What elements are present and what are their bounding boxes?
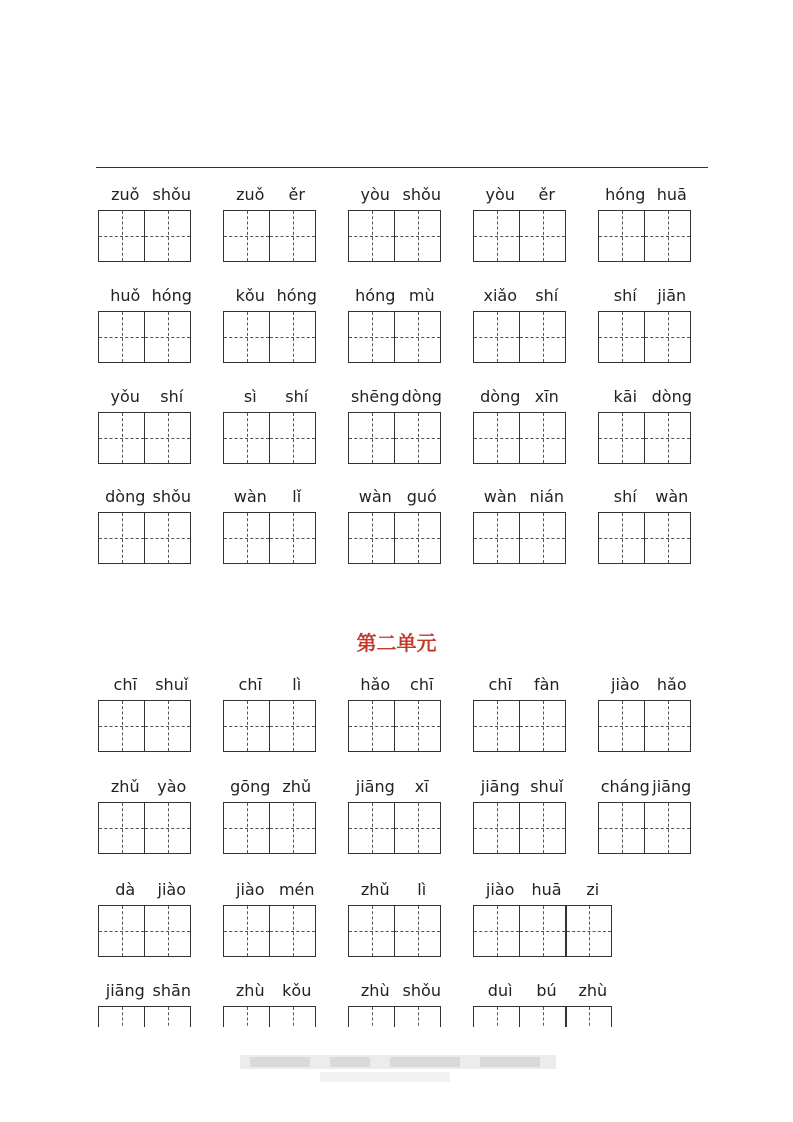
tianzige-cell[interactable] bbox=[269, 802, 316, 854]
writing-grid bbox=[473, 412, 566, 464]
tianzige-cell[interactable] bbox=[644, 311, 691, 363]
unit-title: 第二单元 bbox=[356, 631, 437, 655]
pinyin-syllable: jiāng bbox=[105, 981, 145, 1000]
writing-grid bbox=[98, 412, 191, 464]
pinyin-syllable: wàn bbox=[483, 487, 517, 506]
writing-grid bbox=[598, 210, 691, 262]
writing-grid bbox=[98, 905, 191, 957]
tianzige-cell[interactable] bbox=[223, 700, 270, 752]
pinyin-syllable: shǒu bbox=[152, 487, 191, 506]
pinyin-line bbox=[348, 487, 441, 509]
writing-grid bbox=[348, 210, 441, 262]
tianzige-cell[interactable] bbox=[394, 412, 441, 464]
pinyin-line bbox=[348, 880, 441, 902]
tianzige-cell[interactable] bbox=[144, 311, 191, 363]
pinyin-syllable: xī bbox=[414, 777, 429, 796]
pinyin-line bbox=[473, 981, 612, 1003]
tianzige-cell[interactable] bbox=[473, 1006, 520, 1027]
writing-grid bbox=[598, 700, 691, 752]
tianzige-cell[interactable] bbox=[473, 311, 520, 363]
pinyin-syllable: jiāng bbox=[480, 777, 520, 796]
pinyin-line bbox=[98, 675, 191, 697]
pinyin-syllable: wàn bbox=[233, 487, 267, 506]
pinyin-syllable: zhù bbox=[360, 981, 390, 1000]
tianzige-cell[interactable] bbox=[519, 311, 566, 363]
pinyin-syllable: huā bbox=[656, 185, 687, 204]
pinyin-line bbox=[598, 487, 691, 509]
writing-grid bbox=[98, 1006, 191, 1027]
pinyin-line bbox=[598, 286, 691, 308]
tianzige-cell[interactable] bbox=[394, 512, 441, 564]
pinyin-syllable: shí bbox=[160, 387, 184, 406]
tianzige-cell[interactable] bbox=[269, 1006, 316, 1027]
writing-grid bbox=[223, 700, 316, 752]
tianzige-cell[interactable] bbox=[223, 210, 270, 262]
tianzige-cell[interactable] bbox=[644, 412, 691, 464]
pinyin-syllable: shí bbox=[613, 487, 637, 506]
writing-grid bbox=[473, 311, 566, 363]
tianzige-cell[interactable] bbox=[598, 210, 645, 262]
tianzige-cell[interactable] bbox=[473, 700, 520, 752]
pinyin-line bbox=[223, 387, 316, 409]
pinyin-line bbox=[348, 286, 441, 308]
pinyin-syllable: zuǒ bbox=[111, 185, 140, 204]
tianzige-cell[interactable] bbox=[473, 412, 520, 464]
pinyin-syllable: yòu bbox=[485, 185, 515, 204]
pinyin-syllable: guó bbox=[406, 487, 437, 506]
pinyin-syllable: jiào bbox=[236, 880, 265, 899]
pinyin-syllable: mù bbox=[408, 286, 435, 305]
writing-grid bbox=[98, 700, 191, 752]
pinyin-syllable: wàn bbox=[358, 487, 392, 506]
tianzige-cell[interactable] bbox=[269, 210, 316, 262]
tianzige-cell[interactable] bbox=[598, 512, 645, 564]
pinyin-syllable: chī bbox=[410, 675, 434, 694]
writing-grid bbox=[223, 311, 316, 363]
pinyin-syllable: shuǐ bbox=[530, 777, 564, 796]
pinyin-syllable: fàn bbox=[533, 675, 560, 694]
tianzige-cell[interactable] bbox=[269, 311, 316, 363]
pinyin-syllable: shí bbox=[613, 286, 637, 305]
pinyin-syllable: sì bbox=[243, 387, 257, 406]
pinyin-syllable: dà bbox=[115, 880, 136, 899]
pinyin-line bbox=[223, 185, 316, 207]
pinyin-syllable: dòng bbox=[105, 487, 146, 506]
pinyin-syllable: xīn bbox=[534, 387, 559, 406]
tianzige-cell[interactable] bbox=[269, 412, 316, 464]
writing-grid bbox=[223, 412, 316, 464]
tianzige-cell[interactable] bbox=[348, 802, 395, 854]
tianzige-cell[interactable] bbox=[348, 905, 395, 957]
tianzige-cell[interactable] bbox=[98, 512, 145, 564]
pinyin-line bbox=[598, 387, 691, 409]
pinyin-line bbox=[473, 777, 566, 799]
pinyin-line bbox=[473, 487, 566, 509]
pinyin-syllable: zhǔ bbox=[110, 777, 140, 796]
pinyin-syllable: lì bbox=[292, 675, 302, 694]
pinyin-line bbox=[348, 675, 441, 697]
tianzige-cell[interactable] bbox=[473, 512, 520, 564]
writing-grid bbox=[473, 905, 612, 957]
tianzige-cell[interactable] bbox=[565, 905, 612, 957]
pinyin-syllable: zhǔ bbox=[282, 777, 312, 796]
writing-grid bbox=[223, 512, 316, 564]
pinyin-line bbox=[473, 880, 612, 902]
tianzige-cell[interactable] bbox=[519, 412, 566, 464]
pinyin-syllable: kāi bbox=[613, 387, 638, 406]
pinyin-syllable: zuǒ bbox=[236, 185, 265, 204]
tianzige-cell[interactable] bbox=[98, 311, 145, 363]
tianzige-cell[interactable] bbox=[144, 210, 191, 262]
pinyin-syllable: jiān bbox=[657, 286, 687, 305]
pinyin-syllable: bú bbox=[536, 981, 557, 1000]
tianzige-cell[interactable] bbox=[565, 1006, 612, 1027]
pinyin-syllable: hóng bbox=[605, 185, 646, 204]
writing-grid bbox=[223, 210, 316, 262]
pinyin-syllable: dòng bbox=[651, 387, 692, 406]
pinyin-syllable: duì bbox=[487, 981, 513, 1000]
pinyin-syllable: ěr bbox=[288, 185, 305, 204]
pinyin-line bbox=[473, 286, 566, 308]
tianzige-cell[interactable] bbox=[269, 512, 316, 564]
tianzige-cell[interactable] bbox=[473, 905, 520, 957]
pinyin-syllable: yào bbox=[157, 777, 187, 796]
pinyin-syllable: jiào bbox=[485, 880, 515, 899]
tianzige-cell[interactable] bbox=[348, 412, 395, 464]
pinyin-syllable: wàn bbox=[655, 487, 689, 506]
tianzige-cell[interactable] bbox=[598, 802, 645, 854]
pinyin-line bbox=[223, 880, 316, 902]
pinyin-syllable: jiāng bbox=[355, 777, 395, 796]
tianzige-cell[interactable] bbox=[98, 412, 145, 464]
pinyin-syllable: shí bbox=[285, 387, 309, 406]
writing-grid bbox=[473, 700, 566, 752]
tianzige-cell[interactable] bbox=[144, 1006, 191, 1027]
pinyin-syllable: zhù bbox=[235, 981, 265, 1000]
writing-grid bbox=[348, 700, 441, 752]
pinyin-syllable: huǒ bbox=[110, 286, 141, 305]
tianzige-cell[interactable] bbox=[519, 1006, 566, 1027]
pinyin-syllable: shǒu bbox=[152, 185, 191, 204]
tianzige-cell[interactable] bbox=[394, 905, 441, 957]
pinyin-syllable: hóng bbox=[151, 286, 192, 305]
tianzige-cell[interactable] bbox=[98, 1006, 145, 1027]
tianzige-cell[interactable] bbox=[98, 905, 145, 957]
tianzige-cell[interactable] bbox=[473, 210, 520, 262]
writing-grid bbox=[473, 802, 566, 854]
tianzige-cell[interactable] bbox=[98, 700, 145, 752]
pinyin-syllable: hóng bbox=[355, 286, 396, 305]
pinyin-line bbox=[473, 387, 566, 409]
tianzige-cell[interactable] bbox=[598, 700, 645, 752]
pinyin-line bbox=[348, 185, 441, 207]
tianzige-cell[interactable] bbox=[144, 512, 191, 564]
pinyin-syllable: dòng bbox=[480, 387, 521, 406]
pinyin-syllable: jiào bbox=[611, 675, 640, 694]
writing-grid bbox=[98, 802, 191, 854]
tianzige-cell[interactable] bbox=[223, 802, 270, 854]
pinyin-syllable: yòu bbox=[360, 185, 390, 204]
tianzige-cell[interactable] bbox=[223, 412, 270, 464]
pinyin-syllable: mén bbox=[278, 880, 315, 899]
writing-grid bbox=[348, 802, 441, 854]
tianzige-cell[interactable] bbox=[519, 802, 566, 854]
writing-grid bbox=[98, 210, 191, 262]
pinyin-syllable: zi bbox=[586, 880, 600, 899]
pinyin-syllable: shuǐ bbox=[155, 675, 189, 694]
writing-grid bbox=[98, 311, 191, 363]
tianzige-cell[interactable] bbox=[144, 700, 191, 752]
pinyin-syllable: jiāng bbox=[652, 777, 692, 796]
tianzige-cell[interactable] bbox=[644, 802, 691, 854]
tianzige-cell[interactable] bbox=[394, 802, 441, 854]
pinyin-syllable: hǎo bbox=[656, 675, 687, 694]
pinyin-syllable: hǎo bbox=[360, 675, 391, 694]
tianzige-cell[interactable] bbox=[519, 210, 566, 262]
pinyin-line bbox=[98, 286, 191, 308]
pinyin-syllable: jiào bbox=[157, 880, 186, 899]
writing-grid bbox=[223, 905, 316, 957]
tianzige-cell[interactable] bbox=[144, 412, 191, 464]
tianzige-cell[interactable] bbox=[473, 802, 520, 854]
pinyin-syllable: shēng bbox=[350, 387, 400, 406]
tianzige-cell[interactable] bbox=[144, 802, 191, 854]
tianzige-cell[interactable] bbox=[598, 311, 645, 363]
pinyin-syllable: yǒu bbox=[110, 387, 140, 406]
writing-grid bbox=[598, 802, 691, 854]
blurred-footer bbox=[240, 1055, 556, 1069]
tianzige-cell[interactable] bbox=[223, 905, 270, 957]
pinyin-line bbox=[98, 981, 191, 1003]
tianzige-cell[interactable] bbox=[644, 700, 691, 752]
tianzige-cell[interactable] bbox=[348, 210, 395, 262]
tianzige-cell[interactable] bbox=[644, 512, 691, 564]
pinyin-line bbox=[98, 880, 191, 902]
blurred-footer-line bbox=[320, 1072, 450, 1082]
pinyin-syllable: xiǎo bbox=[483, 286, 518, 305]
pinyin-line bbox=[473, 185, 566, 207]
tianzige-cell[interactable] bbox=[223, 512, 270, 564]
pinyin-syllable: zhù bbox=[578, 981, 608, 1000]
tianzige-cell[interactable] bbox=[519, 512, 566, 564]
tianzige-cell[interactable] bbox=[348, 311, 395, 363]
pinyin-line bbox=[98, 185, 191, 207]
writing-grid bbox=[223, 802, 316, 854]
pinyin-syllable: lì bbox=[417, 880, 427, 899]
tianzige-cell[interactable] bbox=[394, 1006, 441, 1027]
pinyin-syllable: chī bbox=[488, 675, 512, 694]
pinyin-line bbox=[223, 487, 316, 509]
pinyin-syllable: lǐ bbox=[292, 487, 302, 506]
tianzige-cell[interactable] bbox=[394, 311, 441, 363]
pinyin-line bbox=[223, 675, 316, 697]
pinyin-line bbox=[348, 777, 441, 799]
pinyin-line bbox=[598, 777, 691, 799]
pinyin-syllable: shǒu bbox=[402, 185, 441, 204]
writing-grid bbox=[473, 210, 566, 262]
pinyin-syllable: chī bbox=[113, 675, 137, 694]
tianzige-cell[interactable] bbox=[394, 210, 441, 262]
pinyin-line bbox=[98, 387, 191, 409]
tianzige-cell[interactable] bbox=[269, 905, 316, 957]
writing-grid bbox=[348, 311, 441, 363]
tianzige-cell[interactable] bbox=[98, 802, 145, 854]
tianzige-cell[interactable] bbox=[98, 210, 145, 262]
pinyin-syllable: shǒu bbox=[402, 981, 441, 1000]
writing-grid bbox=[348, 1006, 441, 1027]
pinyin-syllable: cháng bbox=[600, 777, 650, 796]
pinyin-line bbox=[223, 981, 316, 1003]
tianzige-cell[interactable] bbox=[598, 412, 645, 464]
pinyin-syllable: chī bbox=[238, 675, 262, 694]
pinyin-line bbox=[223, 286, 316, 308]
pinyin-line bbox=[348, 387, 441, 409]
tianzige-cell[interactable] bbox=[348, 1006, 395, 1027]
tianzige-cell[interactable] bbox=[269, 700, 316, 752]
pinyin-syllable: hóng bbox=[276, 286, 317, 305]
pinyin-syllable: kǒu bbox=[282, 981, 312, 1000]
pinyin-line bbox=[98, 777, 191, 799]
writing-grid bbox=[98, 512, 191, 564]
writing-grid bbox=[348, 512, 441, 564]
writing-grid bbox=[473, 1006, 612, 1027]
writing-grid bbox=[348, 905, 441, 957]
writing-grid bbox=[473, 512, 566, 564]
pinyin-line bbox=[98, 487, 191, 509]
tianzige-cell[interactable] bbox=[348, 512, 395, 564]
pinyin-syllable: huā bbox=[531, 880, 562, 899]
pinyin-syllable: kǒu bbox=[235, 286, 265, 305]
pinyin-syllable: nián bbox=[529, 487, 565, 506]
pinyin-line bbox=[598, 675, 691, 697]
tianzige-cell[interactable] bbox=[519, 905, 566, 957]
tianzige-cell[interactable] bbox=[348, 700, 395, 752]
tianzige-cell[interactable] bbox=[519, 700, 566, 752]
tianzige-cell[interactable] bbox=[144, 905, 191, 957]
pinyin-line bbox=[473, 675, 566, 697]
writing-grid bbox=[598, 512, 691, 564]
pinyin-syllable: shí bbox=[535, 286, 559, 305]
tianzige-cell[interactable] bbox=[644, 210, 691, 262]
pinyin-syllable: zhǔ bbox=[360, 880, 390, 899]
writing-grid bbox=[348, 412, 441, 464]
writing-grid bbox=[598, 412, 691, 464]
pinyin-line bbox=[348, 981, 441, 1003]
tianzige-cell[interactable] bbox=[223, 311, 270, 363]
pinyin-line bbox=[598, 185, 691, 207]
tianzige-cell[interactable] bbox=[394, 700, 441, 752]
pinyin-syllable: gōng bbox=[230, 777, 271, 796]
pinyin-syllable: shān bbox=[152, 981, 191, 1000]
pinyin-line bbox=[223, 777, 316, 799]
tianzige-cell[interactable] bbox=[223, 1006, 270, 1027]
pinyin-syllable: dòng bbox=[401, 387, 442, 406]
writing-grid bbox=[223, 1006, 316, 1027]
writing-grid bbox=[598, 311, 691, 363]
pinyin-syllable: ěr bbox=[538, 185, 555, 204]
